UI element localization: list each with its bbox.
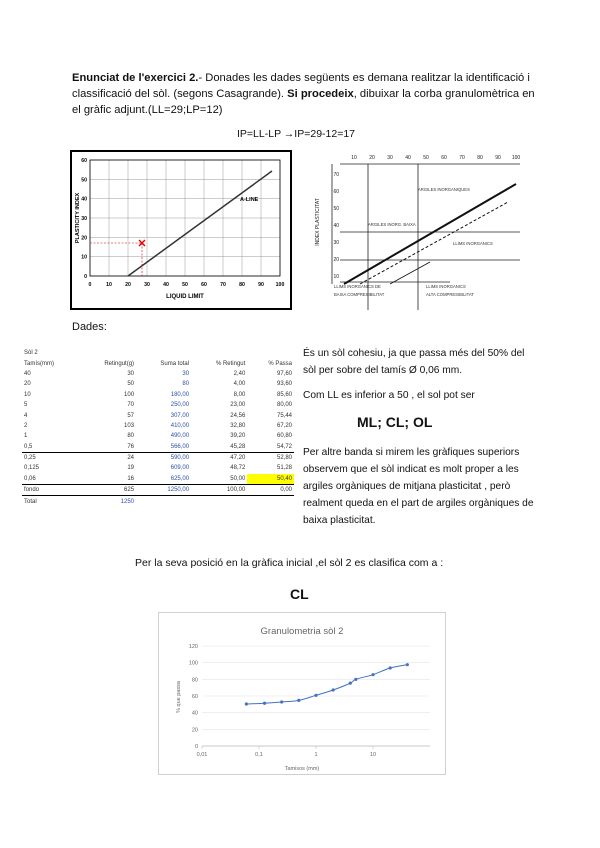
analysis-para-2: Com LL es inferior a 50 , el sol pot ser xyxy=(303,390,475,401)
table-cell: 4,00 xyxy=(233,381,246,388)
classification-top-tick: 70 xyxy=(459,155,465,161)
table-cell: 50,00 xyxy=(191,474,247,485)
table-cell: fondo xyxy=(24,487,40,494)
table-cell: 67,20 xyxy=(276,422,292,429)
classification-top-tick: 30 xyxy=(387,155,393,161)
table-cell: 30 xyxy=(127,370,135,377)
table-cell xyxy=(136,496,191,507)
granulometry-point xyxy=(349,682,352,685)
granulometry-point xyxy=(314,694,317,697)
zone-label-7: ALTA COMPRESIBILITAT xyxy=(426,292,474,297)
header-suma: Suma total xyxy=(160,360,190,367)
exercise-heading: Enunciat de l'exercici 2. xyxy=(72,72,199,84)
exercise-text-2: , dibuixar la corba granulomètrica en el gràfic adjunt.(LL=29;LP=12) xyxy=(72,88,535,116)
table-cell: 80,00 xyxy=(276,402,292,409)
classification-side-tick: 10 xyxy=(333,274,339,280)
granulometry-point xyxy=(371,673,374,676)
table-row xyxy=(22,474,294,485)
granulometry-ytick: 40 xyxy=(191,710,198,717)
table-row xyxy=(22,442,294,453)
table-cell: 24 xyxy=(79,452,136,463)
table-row xyxy=(22,485,294,496)
table-row xyxy=(22,369,294,379)
casagrande-xtick: 100 xyxy=(275,282,285,288)
table-title: Sòl 2 xyxy=(24,350,38,357)
table-cell: 80 xyxy=(127,433,135,440)
casagrande-ytick: 20 xyxy=(81,235,87,242)
exercise-statement xyxy=(72,70,542,118)
granulometry-xtick: 0,01 xyxy=(196,752,208,758)
a-line-label: A-LINE xyxy=(240,197,259,203)
table-cell: 30 xyxy=(182,370,190,377)
granulometry-xtick: 10 xyxy=(369,752,377,758)
table-cell: 19 xyxy=(127,465,135,472)
classification-side-tick: 50 xyxy=(333,206,339,212)
granulometry-point xyxy=(354,678,357,681)
zone-label-4: LLIMS INORGANICS DE xyxy=(334,284,381,289)
conclusion-text: Per la seva posició en la gràfica inicial ,el sòl 2 es clasifica com a : xyxy=(135,557,444,569)
table-cell: 76 xyxy=(127,443,135,450)
table-row xyxy=(22,452,294,463)
table-cell: 10 xyxy=(24,391,31,398)
classification-top-tick: 60 xyxy=(441,155,447,161)
casagrande-xtick: 0 xyxy=(88,282,92,288)
table-cell: 45,28 xyxy=(230,443,246,450)
casagrande-xtick: 90 xyxy=(258,282,264,288)
table-cell: 60,80 xyxy=(276,433,292,440)
table-cell: 4 xyxy=(24,412,28,419)
table-cell: 490,00 xyxy=(170,433,190,440)
casagrande-chart xyxy=(70,150,292,310)
data-table xyxy=(22,348,294,507)
dades-label: Dades: xyxy=(72,321,107,333)
table-cell: 0,25 xyxy=(22,452,79,463)
zone-label-6: BAIXA COMPRESIBILITAT xyxy=(334,292,385,297)
granulometry-ytick: 60 xyxy=(191,694,198,700)
table-row xyxy=(22,379,294,389)
table-cell: 39,20 xyxy=(230,433,246,440)
casagrande-xlabel: LIQUID LIMIT xyxy=(166,294,204,300)
table-cell: 1250,00 xyxy=(167,487,190,494)
table-cell: 80 xyxy=(182,381,190,388)
zone-label-5: LLIMS INORGANICS xyxy=(426,284,466,289)
table-cell: 609,00 xyxy=(170,465,190,472)
casagrande-xtick: 50 xyxy=(182,282,188,288)
table-cell: 100 xyxy=(124,391,135,398)
casagrande-xtick: 30 xyxy=(144,282,150,288)
casagrande-ylabel: PLASTICITY INDEX xyxy=(75,192,81,244)
table-cell: 16 xyxy=(79,474,136,485)
soil-codes: ML; CL; OL xyxy=(357,414,433,430)
table-cell: 93,60 xyxy=(276,381,292,388)
table-cell: 307,00 xyxy=(170,412,190,419)
table-cell: 5 xyxy=(24,402,28,409)
table-cell: 1250 xyxy=(79,496,136,507)
classification-top-tick: 10 xyxy=(351,155,357,161)
table-cell: 410,00 xyxy=(170,422,190,429)
analysis-para-3: Per altre banda si mirem les gràfiques superiors observem que el sòl indicat es molt proper a les argiles orgàniques de mitjana plasticitat , però realment queda en el part de argiles orgàniques de baixa plasticitat. xyxy=(303,447,534,526)
table-cell: 2 xyxy=(24,422,28,429)
ip-formula: IP=LL-LP →IP=29-12=17 xyxy=(237,128,356,140)
classification-top-tick: 50 xyxy=(423,155,429,161)
table-cell: 47,20 xyxy=(191,452,247,463)
table-row xyxy=(22,390,294,400)
table-cell: 51,28 xyxy=(276,465,292,472)
table-cell: 590,00 xyxy=(136,452,191,463)
classification-top-tick: 80 xyxy=(477,155,483,161)
granulometry-point xyxy=(389,666,392,669)
table-cell: 70 xyxy=(127,402,135,409)
casagrande-ytick: 60 xyxy=(81,158,87,164)
table-cell: 103 xyxy=(124,422,135,429)
table-cell: 0,5 xyxy=(24,443,33,450)
header-retingut: Retingut(g) xyxy=(104,360,135,367)
classification-top-tick: 100 xyxy=(511,155,521,161)
granulometry-point xyxy=(280,700,283,703)
casagrande-xtick: 40 xyxy=(163,282,169,288)
casagrande-ytick: 40 xyxy=(81,196,87,203)
casagrande-ytick: 10 xyxy=(81,254,87,261)
table-cell: 50 xyxy=(127,381,135,388)
table-cell: 24,56 xyxy=(230,412,246,419)
classification-result: CL xyxy=(290,586,309,602)
table-cell: 57 xyxy=(127,412,135,419)
analysis-para-1: És un sòl cohesiu, ja que passa més del 50% del sòl per sobre del tamís Ø 0,06 mm. xyxy=(303,348,525,376)
table-cell: 0,06 xyxy=(22,474,79,485)
header-pct-retingut: % Retingut xyxy=(215,360,246,367)
casagrande-ytick: 0 xyxy=(84,274,87,280)
table-cell: 75,44 xyxy=(276,412,292,419)
table-row xyxy=(22,431,294,441)
table-cell: 8,00 xyxy=(233,391,246,398)
granulometry-xlabel: Tamisos (mm) xyxy=(284,766,320,772)
table-cell: 48,72 xyxy=(230,465,246,472)
table-cell: 20 xyxy=(24,381,31,388)
table-cell: 100,00 xyxy=(226,487,246,494)
zone-label-3: LLIMS INORGANICS xyxy=(453,241,493,246)
table-cell: 23,00 xyxy=(230,402,246,409)
zone-label-1: ARGILES INORGANIQUES xyxy=(418,187,470,192)
header-pct-passa: % Passa xyxy=(268,360,292,367)
classification-side-tick: 30 xyxy=(333,240,339,246)
casagrande-xtick: 60 xyxy=(201,282,207,288)
granulometry-ytick: 0 xyxy=(194,744,198,750)
casagrande-xtick: 80 xyxy=(239,282,245,288)
table-cell: 0,00 xyxy=(280,487,292,494)
table-cell: 52,80 xyxy=(247,452,294,463)
zone-label-2: ARGILES INORG. BAIXA xyxy=(368,222,416,227)
classification-side-tick: 20 xyxy=(333,257,339,263)
classification-side-tick: 70 xyxy=(333,172,339,178)
granulometry-point xyxy=(332,688,335,691)
table-cell: 97,60 xyxy=(276,370,292,377)
casagrande-ytick: 50 xyxy=(81,177,87,184)
table-cell: 0,125 xyxy=(24,465,40,472)
table-cell: Total xyxy=(22,496,79,507)
classification-side-tick: 60 xyxy=(333,189,339,195)
table-cell: 566,00 xyxy=(170,443,190,450)
granulometry-ytick: 80 xyxy=(191,677,198,684)
table-cell: 1 xyxy=(24,433,28,440)
table-cell: 85,60 xyxy=(276,391,292,398)
casagrande-xtick: 70 xyxy=(220,282,226,288)
table-row xyxy=(22,463,294,473)
table-cell: 54,72 xyxy=(276,443,292,450)
granulometry-point xyxy=(245,702,248,705)
table-cell xyxy=(191,496,247,507)
table-row xyxy=(22,410,294,420)
granulometry-xtick: 1 xyxy=(314,752,318,758)
casagrande-ytick: 30 xyxy=(81,216,87,222)
data-table-wrap xyxy=(22,348,294,507)
table-row xyxy=(22,400,294,410)
granulometry-ylabel: % que passa xyxy=(176,681,182,713)
header-tamis: Tamís(mm) xyxy=(24,360,54,367)
casagrande-xtick: 20 xyxy=(125,282,131,288)
table-cell: 180,00 xyxy=(170,391,190,398)
classification-top-tick: 90 xyxy=(495,155,501,161)
granulometry-point xyxy=(297,699,300,702)
granulometry-ytick: 20 xyxy=(191,727,198,734)
exercise-bold-2: Si procedeix xyxy=(287,88,354,100)
granulometry-title: Granulometria sòl 2 xyxy=(260,626,344,637)
table-row xyxy=(22,496,294,507)
granulometry-xtick: 0,1 xyxy=(255,752,263,758)
granulometry-ytick: 100 xyxy=(188,660,198,667)
exercise-text-1: - Donades les dades següents es demana realitzar la identificació i classificació del sòl. (segons Casagrande). xyxy=(72,72,530,100)
granulometry-point xyxy=(406,663,409,666)
classification-top-tick: 20 xyxy=(369,155,375,161)
classification-chart xyxy=(310,152,522,310)
table-cell: 625,00 xyxy=(136,474,191,485)
granulometry-point xyxy=(263,702,266,705)
table-row xyxy=(22,421,294,431)
granulometry-chart xyxy=(158,612,446,775)
table-cell: 250,00 xyxy=(170,402,190,409)
table-cell: 32,80 xyxy=(230,422,246,429)
granulometry-ytick: 120 xyxy=(188,644,198,650)
table-cell: 50,40 xyxy=(247,474,294,485)
table-cell: 625 xyxy=(124,487,135,494)
casagrande-xtick: 10 xyxy=(106,282,112,288)
table-cell xyxy=(247,496,294,507)
classification-top-tick: 40 xyxy=(405,155,411,161)
classification-ylabel: INDEX PLASTICITAT xyxy=(315,198,321,246)
table-cell: 2,40 xyxy=(233,370,246,377)
classification-side-tick: 40 xyxy=(333,223,339,229)
table-cell: 40 xyxy=(24,370,31,377)
